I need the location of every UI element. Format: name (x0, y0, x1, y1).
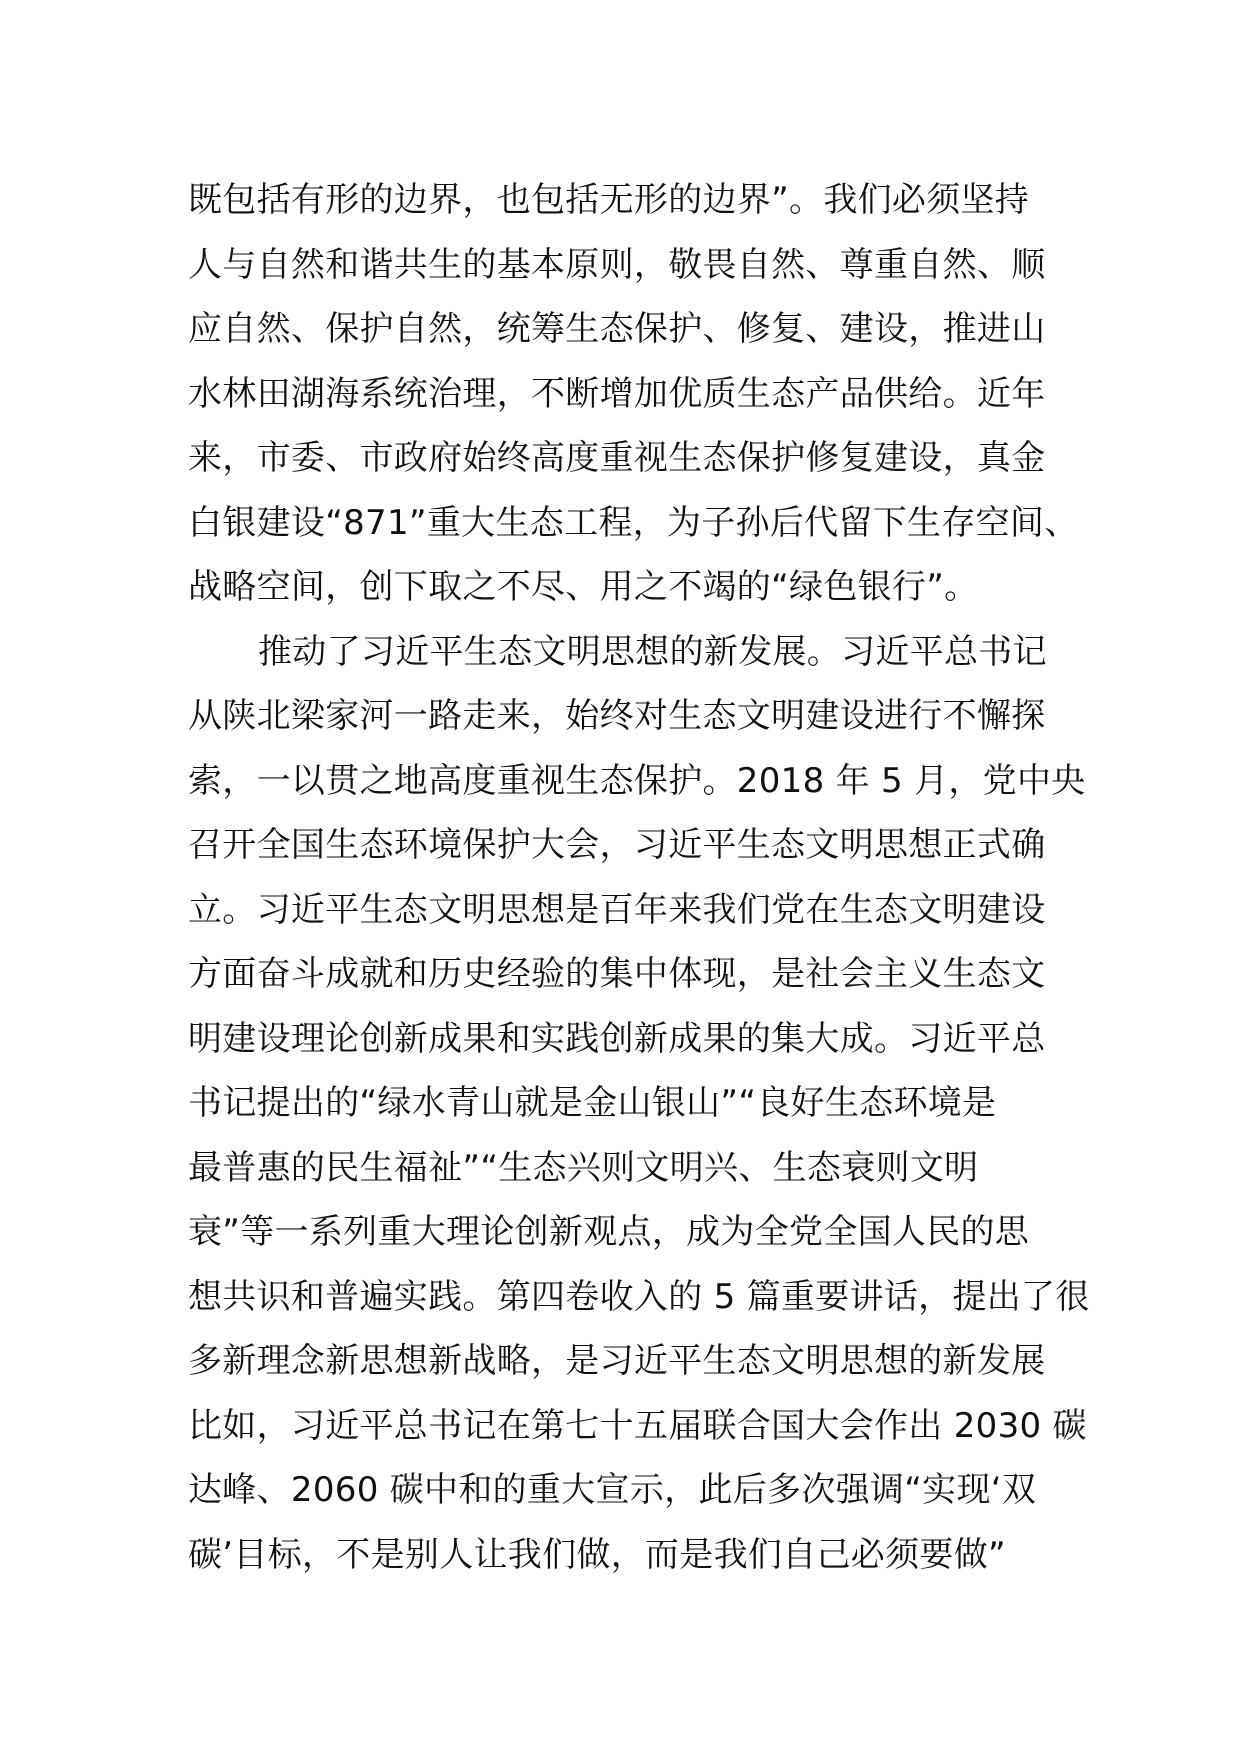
text-line: 明建设理论创新成果和实践创新成果的集大成。习近平总 (188, 1018, 1046, 1059)
text-line: 白银建设“871”重大生态工程，为子孙后代留下生存空间、 (188, 502, 1079, 543)
text-line: 立。习近平生态文明思想是百年来我们党在生态文明建设 (188, 889, 1046, 930)
text-line: 水林田湖海系统治理，不断增加优质生态产品供给。近年 (188, 373, 1046, 414)
body-text (188, 168, 1090, 1587)
text-line: 书记提出的“绿水青山就是金山银山”“良好生态环境是 (188, 1083, 997, 1123)
text-line: 战略空间，创下取之不尽、用之不竭的“绿色银行”。 (188, 567, 979, 607)
text-line: 来，市委、市政府始终高度重视生态保护修复建设，真金 (188, 438, 1046, 478)
text-line: 方面奋斗成就和历史经验的集中体现，是社会主义生态文 (188, 954, 1046, 994)
text-line: 应自然、保护自然，统筹生态保护、修复、建设，推进山 (188, 309, 1046, 349)
text-line: 最普惠的民生福祉”“生态兴则文明兴、生态衰则文明 (188, 1147, 979, 1188)
text-line: 召开全国生态环境保护大会，习近平生态文明思想正式确 (188, 825, 1046, 865)
text-line: 索，一以贯之地高度重视生态保护。2018 年 5 月，党中央 (188, 760, 1086, 801)
text-line: 达峰、2060 碳中和的重大宣示，此后多次强调“实现‘双 (188, 1470, 1037, 1510)
text-line: 从陕北梁家河一路走来，始终对生态文明建设进行不懈探 (188, 696, 1046, 736)
text-line: 人与自然和谐共生的基本原则，敬畏自然、尊重自然、顺 (188, 244, 1046, 285)
text-line: 碳’目标，不是别人让我们做，而是我们自己必须要做” (188, 1534, 1006, 1575)
text-line: 既包括有形的边界，也包括无形的边界”。我们必须坚持 (188, 180, 1030, 220)
text-line: 比如，习近平总书记在第七十五届联合国大会作出 2030 碳 (188, 1405, 1087, 1446)
text-line: 多新理念新思想新战略，是习近平生态文明思想的新发展 (188, 1341, 1046, 1381)
text-line: 想共识和普遍实践。第四卷收入的 5 篇重要讲话，提出了很 (188, 1276, 1090, 1317)
text-line: 衰”等一系列重大理论创新观点，成为全党全国人民的思 (188, 1212, 1030, 1252)
paragraph-start-line: 推动了习近平生态文明思想的新发展。习近平总书记 (258, 631, 1047, 672)
